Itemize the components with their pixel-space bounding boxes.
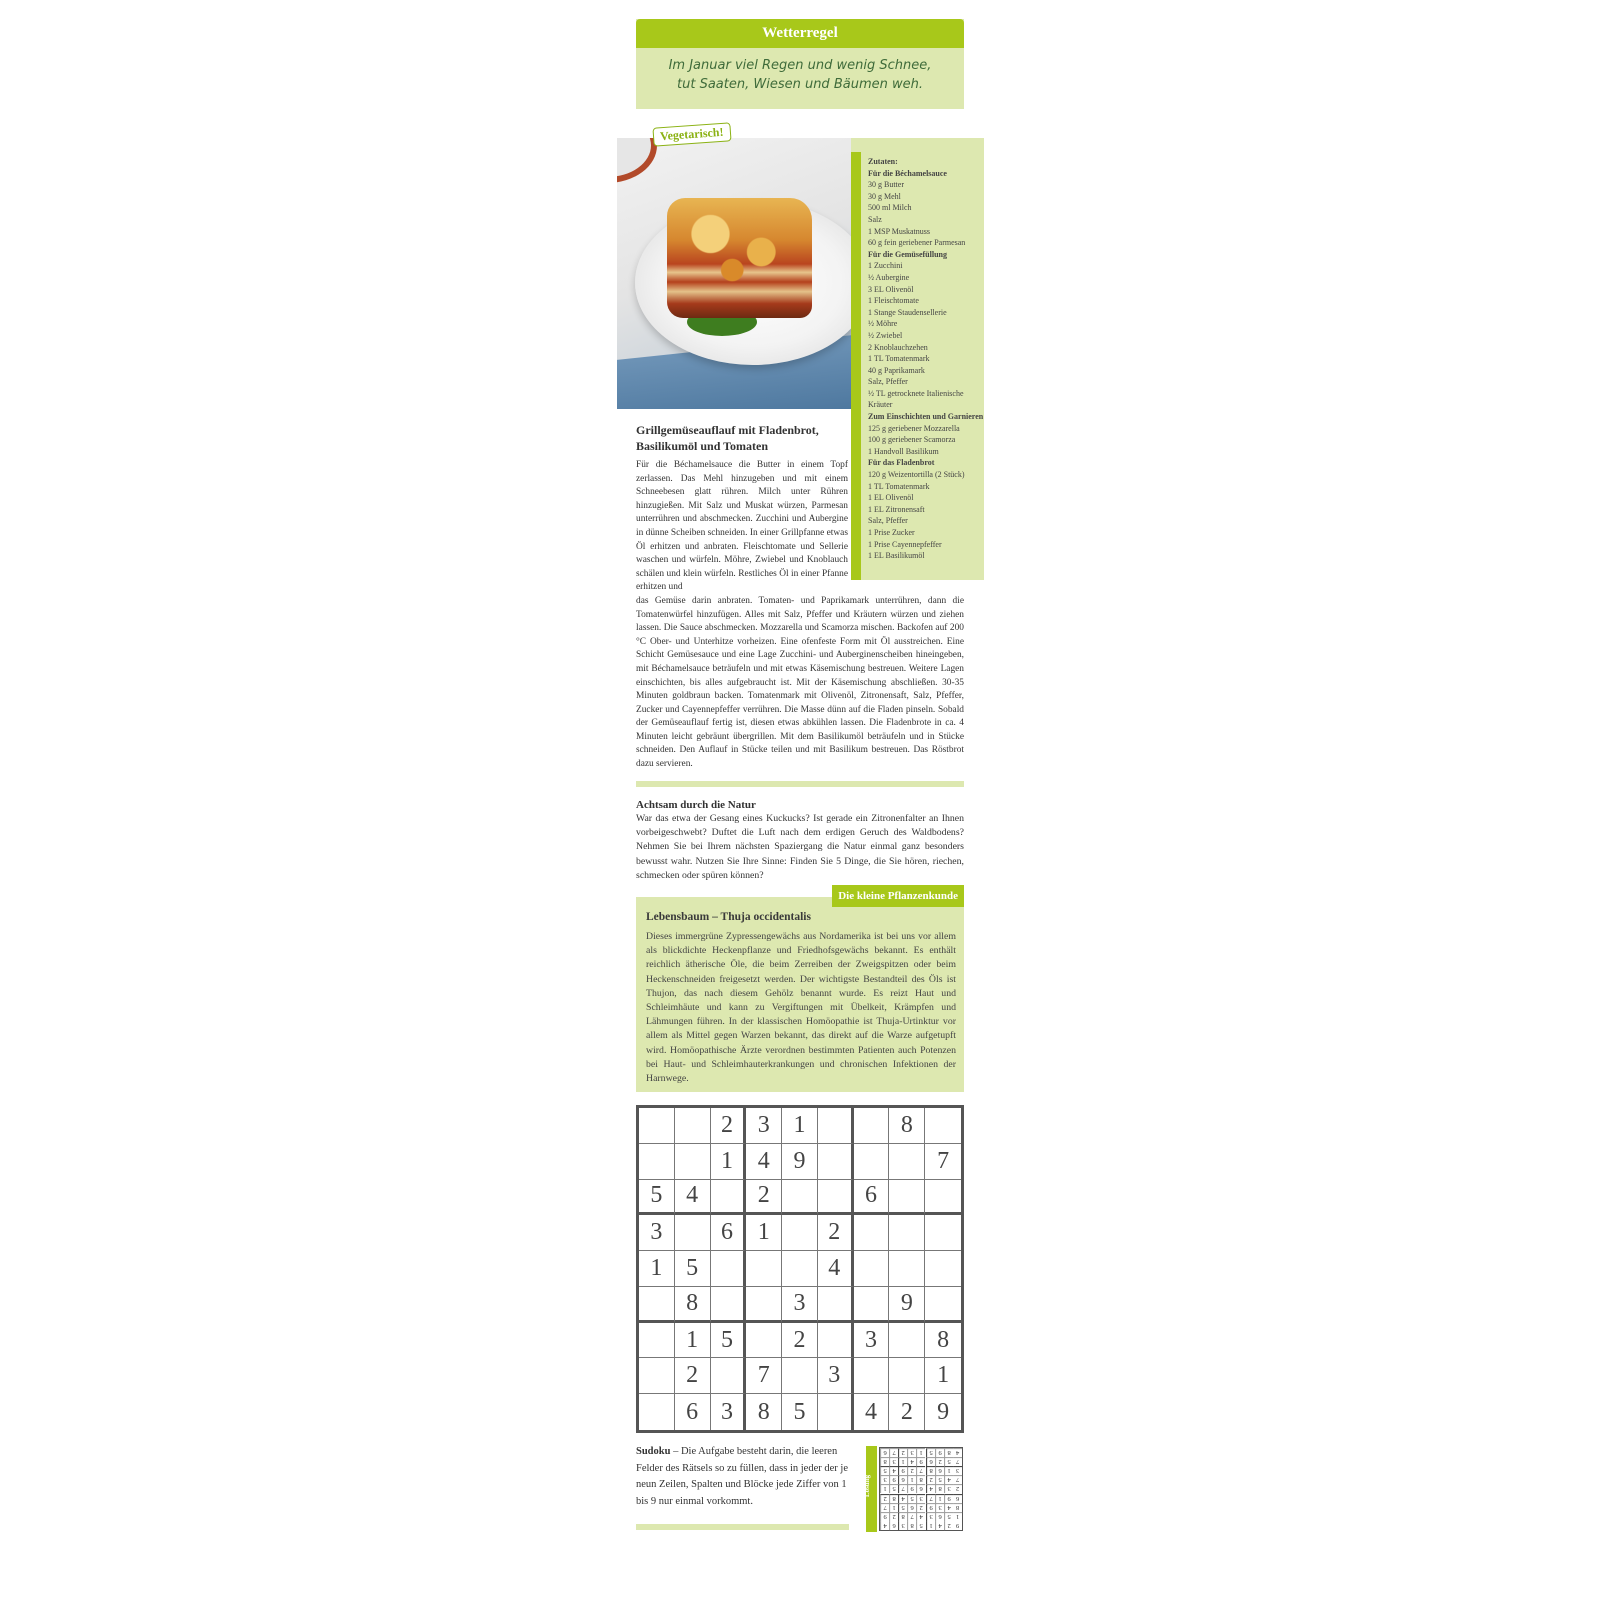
lasagna-portion <box>667 198 812 318</box>
solution-cell: 2 <box>953 1484 962 1493</box>
sudoku-cell: 3 <box>818 1358 854 1394</box>
ingredient-item: ½ TL getrocknete Italienische Kräuter <box>868 388 964 410</box>
sudoku-label: Sudoku <box>636 1446 671 1457</box>
sudoku-cell <box>782 1180 818 1216</box>
solution-cell: 3 <box>935 1503 944 1512</box>
ingredient-item: 120 g Weizentortilla (2 Stück) <box>868 470 965 480</box>
sudoku-cell: 1 <box>711 1144 747 1180</box>
sudoku-description <box>636 1444 851 1510</box>
sudoku-cell <box>639 1287 675 1323</box>
solution-cell: 6 <box>898 1475 907 1484</box>
sudoku-cell <box>782 1251 818 1287</box>
solution-cell: 9 <box>916 1457 925 1466</box>
ingredient-item: ½ Aubergine <box>868 272 910 282</box>
sudoku-cell <box>711 1180 747 1216</box>
ingredient-item: 125 g geriebener Mozzarella <box>868 423 960 433</box>
sudoku-cell: 2 <box>818 1215 854 1251</box>
solution-cell: 8 <box>916 1475 925 1484</box>
solution-cell: 4 <box>898 1494 907 1503</box>
sudoku-cell: 8 <box>746 1394 782 1430</box>
ingredient-item: 1 Fleischtomate <box>868 296 919 306</box>
solution-grid <box>879 1447 963 1531</box>
ingredient-item: 1 MSP Muskatnuss <box>868 226 930 236</box>
sudoku-cell: 5 <box>675 1251 711 1287</box>
sudoku-cell: 4 <box>675 1180 711 1216</box>
solution-cell: 3 <box>916 1494 925 1503</box>
sudoku-cell <box>925 1108 961 1144</box>
sudoku-cell: 6 <box>675 1394 711 1430</box>
sudoku-cell: 1 <box>675 1323 711 1359</box>
solution-cell: 9 <box>880 1512 889 1521</box>
recipe-instructions-part-2: das Gemüse darin anbraten. Tomaten- und Paprikamark unterrühren, dann die Tomatenwürfel hinzufügen. Alles mit Salz, Pfeffer und Kräutern würzen und ziehen lassen. Die Sauce abschmecken. Mozzarella und Scamorza mischen. Backofen auf 200 °C Ober- und Unterhitze vorheizen. Eine ofenfeste Form mit Öl ausstreichen. Eine Schicht Gemüsesauce und eine Lage Zucchini- und Auberginenscheiben hineingeben, mit Béchamelsauce beträufeln und mit etwas Käsemischung bestreuen. Weitere Lagen einschichten, bis alles aufgebraucht ist. Mit der Käsemischung abschließen. 30-35 Minuten goldbraun backen. Tomatenmark mit Olivenöl, Zitronensaft, Salz, Pfeffer, Zucker und Cayennepfeffer verrühren. Die Masse dünn auf die Fladen pinseln. Sobald der Gemüseauflauf fertig ist, diesen etwas abkühlen lassen. Die Fladenbrote in ca. 4 Minuten leicht gebräunt übergrillen. Mit dem Basilikumöl beträufeln und in Stücke schneiden. Den Auflauf in Stücke teilen und mit Basilikum bestreuen. Das Röstbrot dazu servieren. <box>636 595 964 770</box>
solution-cell: 5 <box>916 1521 925 1530</box>
ingredient-item: 500 ml Milch <box>868 203 912 213</box>
solution-cell: 8 <box>907 1521 916 1530</box>
ingredient-item: Für das Fladenbrot <box>868 458 935 468</box>
solution-cell: 9 <box>955 1521 960 1529</box>
solution-cell: 4 <box>944 1503 953 1512</box>
solution-cell: 7 <box>953 1475 962 1484</box>
solution-cell: 1 <box>916 1448 925 1457</box>
sudoku-cell <box>711 1358 747 1394</box>
sudoku-cell <box>639 1323 675 1359</box>
solution-cell: 7 <box>926 1494 935 1503</box>
solution-cell: 2 <box>916 1503 925 1512</box>
solution-cell: 2 <box>880 1494 889 1503</box>
sudoku-cell: 1 <box>925 1358 961 1394</box>
sudoku-cell: 3 <box>639 1215 675 1251</box>
solution-cell: 8 <box>953 1503 962 1512</box>
solution-cell: 9 <box>944 1494 953 1503</box>
solution-cell: 1 <box>953 1512 962 1521</box>
ingredient-item: 1 Zucchini <box>868 261 903 271</box>
sudoku-cell <box>889 1251 925 1287</box>
solution-label: Lösung <box>863 1474 872 1498</box>
solution-cell: 5 <box>907 1494 916 1503</box>
sudoku-cell <box>854 1108 890 1144</box>
sudoku-cell: 9 <box>937 1398 950 1425</box>
solution-cell: 1 <box>944 1466 953 1475</box>
mindful-text: War das etwa der Gesang eines Kuckucks? Ist gerade ein Zitronenfalter an Ihnen vorbeigeschwebt? Duftet die Luft nach dem erdigen Geruch des Waldbodens? Nehmen Sie bei Ihrem nächsten Spaziergang die Natur einmal ganz besonders bewusst wahr. Nutzen Sie Ihre Sinne: Finden Sie 5 Dinge, die Sie hören, riechen, schmecken oder spüren können? <box>636 813 964 881</box>
ingredient-item: Salz, Pfeffer <box>868 377 908 387</box>
solution-cell: 2 <box>935 1457 944 1466</box>
ingredient-item: 1 TL Tomatenmark <box>868 481 930 491</box>
sudoku-cell: 1 <box>782 1108 818 1144</box>
solution-cell: 3 <box>880 1475 889 1484</box>
weather-rule-line-2: tut Saaten, Wiesen und Bäumen weh. <box>677 77 923 92</box>
solution-cell: 7 <box>907 1512 916 1521</box>
calendar-page <box>617 0 984 1600</box>
ingredient-item: 1 Prise Cayennepfeffer <box>868 539 942 549</box>
recipe-title-line-1: Grillgemüseauflauf mit Fladenbrot, <box>636 423 819 437</box>
solution-cell: 2 <box>907 1466 916 1475</box>
sudoku-cell: 2 <box>889 1394 925 1430</box>
sudoku-cell <box>675 1108 711 1144</box>
sudoku-cell: 6 <box>854 1180 890 1216</box>
solution-cell: 5 <box>926 1448 935 1457</box>
solution-cell: 5 <box>889 1484 898 1493</box>
solution-cell: 3 <box>889 1457 898 1466</box>
sudoku-cell <box>854 1215 890 1251</box>
ingredient-item: 1 EL Basilikumöl <box>868 551 925 561</box>
solution-cell: 4 <box>907 1457 916 1466</box>
sudoku-cell <box>889 1180 925 1216</box>
ingredient-item: 1 TL Tomatenmark <box>868 354 930 364</box>
ingredient-item: 2 Knoblauchzehen <box>868 342 928 352</box>
solution-cell: 2 <box>898 1448 907 1457</box>
solution-cell: 8 <box>926 1466 935 1475</box>
sudoku-cell: 1 <box>639 1251 675 1287</box>
solution-cell: 8 <box>935 1484 944 1493</box>
sudoku-cell: 5 <box>782 1394 818 1430</box>
solution-cell: 1 <box>898 1457 907 1466</box>
sudoku-cell: 1 <box>746 1215 782 1251</box>
ingredient-item: Zum Einschichten und Garnieren <box>868 412 984 422</box>
sudoku-cell <box>675 1215 711 1251</box>
plant-tag: Die kleine Pflanzenkunde <box>832 885 964 907</box>
solution-cell: 4 <box>916 1512 925 1521</box>
ingredient-item: 60 g fein geriebener Parmesan <box>868 238 966 248</box>
sudoku-cell <box>925 1287 961 1323</box>
sudoku-cell <box>925 1251 961 1287</box>
sudoku-cell <box>889 1144 925 1180</box>
solution-cell: 1 <box>907 1475 916 1484</box>
ingredient-item: ½ Möhre <box>868 319 898 329</box>
ingredient-item: 1 Prise Zucker <box>868 528 915 537</box>
solution-cell: 3 <box>926 1512 935 1521</box>
sudoku-cell <box>639 1108 675 1144</box>
ingredient-item: 1 EL Olivenöl <box>868 493 914 503</box>
mindful-title: Achtsam durch die Natur <box>636 799 756 811</box>
sudoku-cell: 3 <box>746 1108 782 1144</box>
ingredient-item: 30 g Butter <box>868 180 904 190</box>
recipe-title <box>636 422 846 454</box>
ingredient-item: Für die Béchamelsauce <box>868 168 947 178</box>
sudoku-cell <box>639 1358 675 1394</box>
recipe-photo <box>617 138 851 409</box>
sudoku-cell <box>746 1287 782 1323</box>
solution-cell: 4 <box>880 1521 889 1530</box>
sudoku-cell: 8 <box>889 1108 925 1144</box>
sudoku-cell: 8 <box>925 1323 961 1359</box>
sudoku-cell <box>711 1251 747 1287</box>
sudoku-cell <box>675 1144 711 1180</box>
sudoku-cell <box>854 1287 890 1323</box>
solution-cell: 6 <box>953 1494 962 1503</box>
solution-cell: 9 <box>926 1503 935 1512</box>
sudoku-cell: 3 <box>711 1394 747 1430</box>
weather-rule-box <box>636 19 964 109</box>
sudoku-cell <box>818 1323 854 1359</box>
solution-cell: 1 <box>880 1484 889 1493</box>
sudoku-instructions: – Die Aufgabe besteht darin, die leeren Felder des Rätsels so zu füllen, dass in jeder der je neun Zeilen, Spalten und Blöcke jede Ziffer von 1 bis 9 nur einmal vorkommt. <box>636 1446 848 1507</box>
sudoku-cell <box>889 1323 925 1359</box>
ingredient-item: Salz <box>868 214 882 224</box>
solution-cell: 7 <box>880 1503 889 1512</box>
solution-cell: 9 <box>889 1475 898 1484</box>
solution-cell: 6 <box>889 1521 898 1530</box>
recipe-title-line-2: Basilikumöl und Tomaten <box>636 439 769 453</box>
ingredient-item: 1 Handvoll Basilikum <box>868 446 939 456</box>
solution-cell: 6 <box>935 1512 944 1521</box>
solution-cell: 3 <box>898 1521 907 1530</box>
solution-cell: 4 <box>953 1448 962 1457</box>
sudoku-cell <box>854 1251 890 1287</box>
sudoku-cell <box>818 1180 854 1216</box>
sudoku-cell: 5 <box>711 1323 747 1359</box>
solution-cell: 5 <box>898 1503 907 1512</box>
vegetarian-badge: Vegetarisch! <box>652 122 731 146</box>
ingredient-item: 1 EL Zitronensaft <box>868 504 925 514</box>
sudoku-cell <box>854 1144 890 1180</box>
solution-cell: 7 <box>889 1448 898 1457</box>
sudoku-cell <box>711 1287 747 1323</box>
sudoku-cell: 4 <box>818 1251 854 1287</box>
solution-cell: 1 <box>926 1521 935 1530</box>
ingredient-item: 30 g Mehl <box>868 191 901 201</box>
sudoku-cell: 7 <box>925 1144 961 1180</box>
plant-box <box>636 890 964 1092</box>
solution-cell: 1 <box>889 1503 898 1512</box>
sudoku-cell <box>639 1144 675 1180</box>
solution-cell: 2 <box>944 1521 953 1530</box>
section-divider <box>636 781 964 787</box>
solution-cell: 9 <box>935 1448 944 1457</box>
solution-cell: 1 <box>935 1494 944 1503</box>
sudoku-cell <box>925 1180 961 1216</box>
sudoku-cell: 3 <box>782 1287 818 1323</box>
ingredient-item: 3 EL Olivenöl <box>868 284 914 294</box>
ingredient-item: ½ Zwiebel <box>868 330 903 340</box>
ingredient-item: 100 g geriebener Scamorza <box>868 435 956 445</box>
ingredient-item: Für die Gemüsefüllung <box>868 249 947 259</box>
sudoku-cell <box>818 1144 854 1180</box>
ingredient-item: 40 g Paprikamark <box>868 365 925 375</box>
sudoku-cell <box>746 1251 782 1287</box>
sudoku-cell <box>925 1215 961 1251</box>
weather-rule-text <box>636 48 964 94</box>
sudoku-cell <box>782 1358 818 1394</box>
solution-cell: 6 <box>916 1484 925 1493</box>
sudoku-cell: 2 <box>782 1323 818 1359</box>
solution-cell: 5 <box>944 1457 953 1466</box>
solution-cell: 5 <box>944 1512 953 1521</box>
sudoku-cell: 8 <box>675 1287 711 1323</box>
weather-rule-line-1: Im Januar viel Regen und wenig Schnee, <box>668 58 932 73</box>
solution-cell: 8 <box>889 1494 898 1503</box>
sudoku-cell: 4 <box>854 1394 890 1430</box>
solution-cell: 8 <box>898 1512 907 1521</box>
sudoku-cell: 7 <box>746 1358 782 1394</box>
solution-cell: 6 <box>880 1448 889 1457</box>
solution-cell: 4 <box>944 1475 953 1484</box>
solution-cell: 8 <box>944 1448 953 1457</box>
sudoku-grid <box>636 1105 964 1433</box>
sudoku-cell <box>639 1394 675 1430</box>
sudoku-cell <box>889 1215 925 1251</box>
sudoku-cell: 9 <box>782 1144 818 1180</box>
solution-cell: 5 <box>880 1466 889 1475</box>
solution-cell: 6 <box>907 1503 916 1512</box>
solution-cell: 9 <box>898 1466 907 1475</box>
ingredient-item: Zutaten: <box>868 157 898 166</box>
sudoku-cell: 4 <box>746 1144 782 1180</box>
weather-rule-heading: Wetterregel <box>636 19 964 48</box>
recipe-instructions <box>636 459 964 772</box>
recipe-instructions-part-1: Für die Béchamelsauce die Butter in einem Topf zerlassen. Das Mehl hinzugeben und mit einem Schneebesen glatt rühren. Milch unter Rühren hinzugießen. Mit Salz und Muskat würzen, Parmesan unterrühren und abschmecken. Zucchini und Aubergine in dünne Scheiben schneiden. In einer Grillpfanne etwas Öl erhitzen und anbraten. Fleischtomate und Sellerie waschen und würfeln. Möhre, Zwiebel und Knoblauch schälen und klein würfeln. Restliches Öl in einer Pfanne erhitzen und <box>636 460 848 593</box>
sudoku-cell <box>854 1358 890 1394</box>
sudoku-cell <box>818 1287 854 1323</box>
solution-cell: 2 <box>926 1475 935 1484</box>
ingredient-item: Salz, Pfeffer <box>868 516 908 526</box>
solution-cell: 7 <box>898 1484 907 1493</box>
sudoku-cell: 3 <box>854 1323 890 1359</box>
sudoku-cell <box>746 1323 782 1359</box>
solution-cell: 8 <box>880 1457 889 1466</box>
sudoku-cell <box>782 1215 818 1251</box>
solution-cell: 5 <box>935 1475 944 1484</box>
solution-cell: 6 <box>935 1466 944 1475</box>
solution-cell: 3 <box>907 1448 916 1457</box>
sudoku-solution <box>863 1446 964 1532</box>
background-plate <box>617 138 657 183</box>
sudoku-cell: 5 <box>639 1180 675 1216</box>
sudoku-cell: 2 <box>746 1180 782 1216</box>
sudoku-cell <box>889 1358 925 1394</box>
solution-cell: 4 <box>889 1466 898 1475</box>
solution-cell: 7 <box>916 1466 925 1475</box>
solution-cell: 6 <box>926 1457 935 1466</box>
solution-cell: 4 <box>935 1521 944 1530</box>
sudoku-cell: 9 <box>889 1287 925 1323</box>
sudoku-cell: 2 <box>675 1358 711 1394</box>
solution-cell: 4 <box>926 1484 935 1493</box>
sudoku-cell: 2 <box>711 1108 747 1144</box>
sudoku-cell <box>818 1108 854 1144</box>
ingredient-item: 1 Stange Staudensellerie <box>868 307 947 317</box>
plant-text: Dieses immergrüne Zypressengewächs aus Nordamerika ist bei uns vor allem als blickdichte Heckenpflanze und Friedhofsgewächs bekannt. Es enthält reichlich ätherische Öle, die beim Zerreiben der Zweigspitzen oder beim Heckenschneiden freigesetzt werden. Der wichtigste Bestandteil des Öls ist Thujon, das nach diesem Gehölz benannt wurde. Es reizt Haut und Schleimhäute und kann zu Vergiftungen mit Übelkeit, Krämpfen und Lähmungen führen. In der klassischen Homöopathie ist Thuja-Urtinktur vor allem als Mittel gegen Warzen bekannt, das direkt auf die Warze aufgetupft wird. Homöopathische Ärzte verordnen bestimmten Patienten auch Potenzen bei Haut- und Schleimhauterkrankungen und chronischen Infektionen der Harnwege. <box>646 931 956 1085</box>
solution-cell: 2 <box>889 1512 898 1521</box>
plant-title: Lebensbaum – Thuja occidentalis <box>646 911 811 923</box>
sudoku-cell: 6 <box>711 1215 747 1251</box>
sudoku-cell <box>818 1394 854 1430</box>
solution-cell: 7 <box>953 1457 962 1466</box>
bottom-divider <box>636 1524 849 1530</box>
solution-tab <box>863 1446 877 1532</box>
solution-cell: 9 <box>907 1484 916 1493</box>
solution-cell: 3 <box>953 1466 962 1475</box>
solution-cell: 3 <box>944 1484 953 1493</box>
